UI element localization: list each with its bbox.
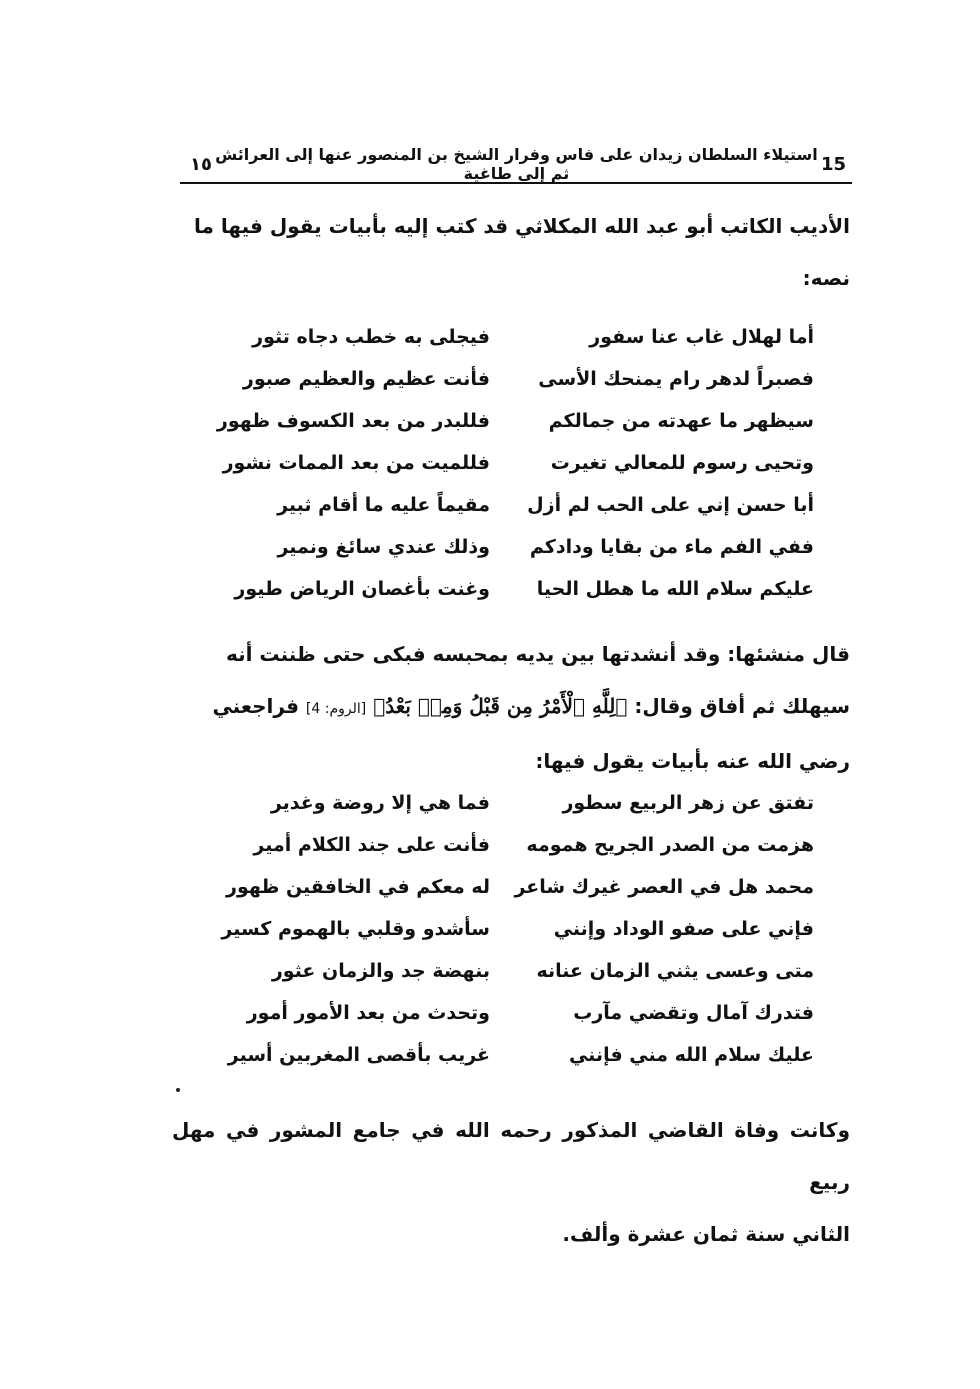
verse-second-hemistich: مقيماً عليه ما أقام ثبير	[277, 494, 490, 516]
poem-verse	[200, 526, 820, 568]
verse-first-hemistich: سيظهر ما عهدته من جمالكم	[548, 410, 814, 432]
poem-verse	[200, 950, 820, 992]
poem-verse	[200, 866, 820, 908]
poem-verse	[200, 908, 820, 950]
poem-verse	[200, 442, 820, 484]
poem-verse	[200, 992, 820, 1034]
paragraph-closing	[172, 1104, 850, 1260]
poem-verse	[200, 568, 820, 610]
paragraph-line: وكانت وفاة القاضي المذكور رحمه الله في جامع المشور في مهل ربيع	[172, 1118, 850, 1194]
verse-first-hemistich: فتدرك آمال وتقضي مآرب	[573, 1002, 814, 1024]
verse-first-hemistich: فإني على صفو الوداد وإنني	[553, 918, 814, 940]
page-number-arabic: ١٥	[190, 153, 212, 175]
line-text: سيهلك ثم أفاق وقال:	[634, 694, 850, 718]
line-text: فراجعني	[212, 694, 299, 718]
verse-second-hemistich: سأشدو وقلبي بالهموم كسير	[221, 918, 490, 940]
verse-first-hemistich: تفتق عن زهر الربيع سطور	[562, 792, 814, 814]
poem-verse	[200, 1034, 820, 1076]
paragraph-line: قال منشئها: وقد أنشدتها بين يديه بمحبسه فبكى حتى ظننت أنه	[225, 642, 850, 666]
poem-verse	[200, 484, 820, 526]
verse-second-hemistich: بنهضة جد والزمان عثور	[271, 960, 490, 982]
paragraph-line: الأديب الكاتب أبو عبد الله المكلاثي قد كتب إليه بأبيات يقول فيها ما	[194, 214, 850, 238]
running-title: استيلاء السلطان زيدان على فاس وفرار الشيخ بن المنصور عنها إلى العرائش ثم إلى طاغية	[215, 145, 818, 183]
verse-second-hemistich: وذلك عندي سائغ ونمير	[277, 536, 490, 558]
paragraph-line: الثاني سنة ثمان عشرة وألف.	[562, 1222, 850, 1246]
paragraph-intro	[172, 200, 850, 304]
quran-reference: [الروم: 4]	[305, 701, 367, 717]
verse-first-hemistich: محمد هل في العصر غيرك شاعر	[514, 876, 814, 898]
paragraph-line: نصه:	[802, 266, 850, 290]
paragraph-line	[172, 680, 850, 735]
poem-verse	[200, 782, 820, 824]
verse-second-hemistich: غريب بأقصى المغربين أسير	[227, 1044, 490, 1066]
poem-verse	[200, 824, 820, 866]
verse-first-hemistich: عليكم سلام الله ما هطل الحيا	[536, 578, 814, 600]
verse-second-hemistich: وغنت بأغصان الرياض طيور	[234, 578, 490, 600]
quran-quote: ﴿لِلَّهِ ٱلْأَمْرُ مِن قَبْلُ وَمِنۢ بَعْدُ﴾	[373, 694, 628, 718]
verse-second-hemistich: فما هي إلا روضة وغدير	[270, 792, 490, 814]
page-number-latin: 15	[820, 153, 846, 175]
print-speck	[176, 1088, 180, 1092]
poem-second	[200, 782, 820, 1076]
verse-second-hemistich: وتحدث من بعد الأمور أمور	[246, 1002, 490, 1024]
verse-first-hemistich: ففي الفم ماء من بقايا ودادكم	[529, 536, 814, 558]
verse-first-hemistich: هزمت من الصدر الجريح همومه	[526, 834, 814, 856]
verse-first-hemistich: عليك سلام الله مني فإنني	[568, 1044, 814, 1066]
verse-second-hemistich: له معكم في الخافقين ظهور	[226, 876, 490, 898]
paragraph-narration	[172, 628, 850, 787]
verse-second-hemistich: فللميت من بعد الممات نشور	[222, 452, 490, 474]
verse-second-hemistich: فيجلى به خطب دجاه تثور	[252, 326, 490, 348]
verse-first-hemistich: وتحيى رسوم للمعالي تغيرت	[550, 452, 814, 474]
verse-second-hemistich: فللبدر من بعد الكسوف ظهور	[216, 410, 490, 432]
verse-first-hemistich: أبا حسن إني على الحب لم أزل	[527, 494, 814, 516]
verse-second-hemistich: فأنت على جند الكلام أمير	[253, 834, 490, 856]
verse-first-hemistich: متى وعسى يثني الزمان عنانه	[536, 960, 814, 982]
verse-first-hemistich: فصبراً لدهر رام يمنحك الأسى	[538, 368, 814, 390]
paragraph-line: رضي الله عنه بأبيات يقول فيها:	[535, 749, 850, 773]
verse-second-hemistich: فأنت عظيم والعظيم صبور	[242, 368, 490, 390]
poem-verse	[200, 358, 820, 400]
verse-first-hemistich: أما لهلال غاب عنا سفور	[589, 326, 814, 348]
poem-first	[200, 316, 820, 610]
running-header	[180, 146, 852, 184]
poem-verse	[200, 400, 820, 442]
poem-verse	[200, 316, 820, 358]
